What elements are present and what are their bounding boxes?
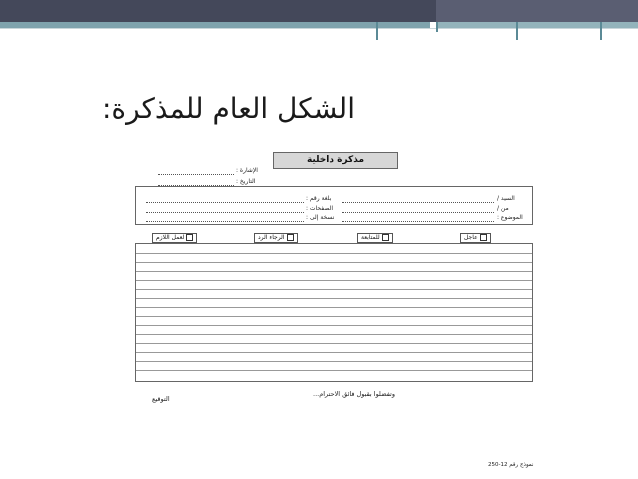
field-label-copy-to: نسخة إلى :: [306, 214, 335, 221]
ruled-line: [136, 352, 532, 353]
top-banner: [0, 0, 638, 22]
ruled-line: [136, 325, 532, 326]
ruled-line: [136, 298, 532, 299]
ruled-line: [136, 316, 532, 317]
field-label-reference: الإشارة :: [236, 167, 258, 174]
checkbox-follow-up[interactable]: للمتابعة: [357, 233, 393, 243]
banner-tick: [376, 22, 378, 40]
field-line-from: [342, 212, 494, 213]
memo-body[interactable]: [135, 243, 533, 382]
closing-text: وتفضلوا بقبول فائق الاحترام...: [313, 390, 395, 398]
ruled-line: [136, 334, 532, 335]
ruled-line: [136, 271, 532, 272]
form-number: نموذج رقم 12-250: [488, 462, 534, 468]
ruled-line: [136, 370, 532, 371]
field-label-number: بلغة رقم :: [306, 195, 332, 202]
field-line-pages: [146, 212, 304, 213]
checkbox-square-icon: [480, 234, 487, 241]
banner-tick: [516, 22, 518, 40]
memo-heading: مذكرة داخلية: [273, 152, 398, 169]
ruled-line: [136, 343, 532, 344]
field-label-from: من /: [497, 205, 509, 212]
checkbox-take-action[interactable]: لعمل اللازم: [152, 233, 197, 243]
field-label-to: السيد /: [497, 195, 515, 202]
checkbox-square-icon: [382, 234, 389, 241]
field-line-number: [146, 202, 304, 203]
checkbox-square-icon: [287, 234, 294, 241]
field-line-to: [342, 202, 494, 203]
ruled-line: [136, 307, 532, 308]
ruled-line: [136, 289, 532, 290]
checkbox-square-icon: [186, 234, 193, 241]
ruled-line: [136, 280, 532, 281]
field-label-date: التاريخ :: [236, 178, 256, 185]
checkbox-urgent[interactable]: عاجل: [460, 233, 491, 243]
ruled-line: [136, 262, 532, 263]
banner-tick: [436, 22, 438, 32]
banner-tick: [600, 22, 602, 40]
ruled-line: [136, 361, 532, 362]
signature-label: التوقيع: [152, 395, 170, 403]
field-line-copy-to: [146, 221, 304, 222]
field-label-pages: الصفحات :: [306, 205, 334, 212]
field-line-reference: [158, 174, 234, 175]
field-label-subject: الموضوع :: [497, 214, 523, 221]
banner-divider: [0, 28, 638, 29]
banner-block: [436, 0, 638, 22]
field-line-subject: [342, 221, 494, 222]
ruled-line: [136, 253, 532, 254]
checkbox-please-reply[interactable]: الرجاء الرد: [254, 233, 298, 243]
slide-title: الشكل العام للمذكرة:: [101, 92, 355, 125]
